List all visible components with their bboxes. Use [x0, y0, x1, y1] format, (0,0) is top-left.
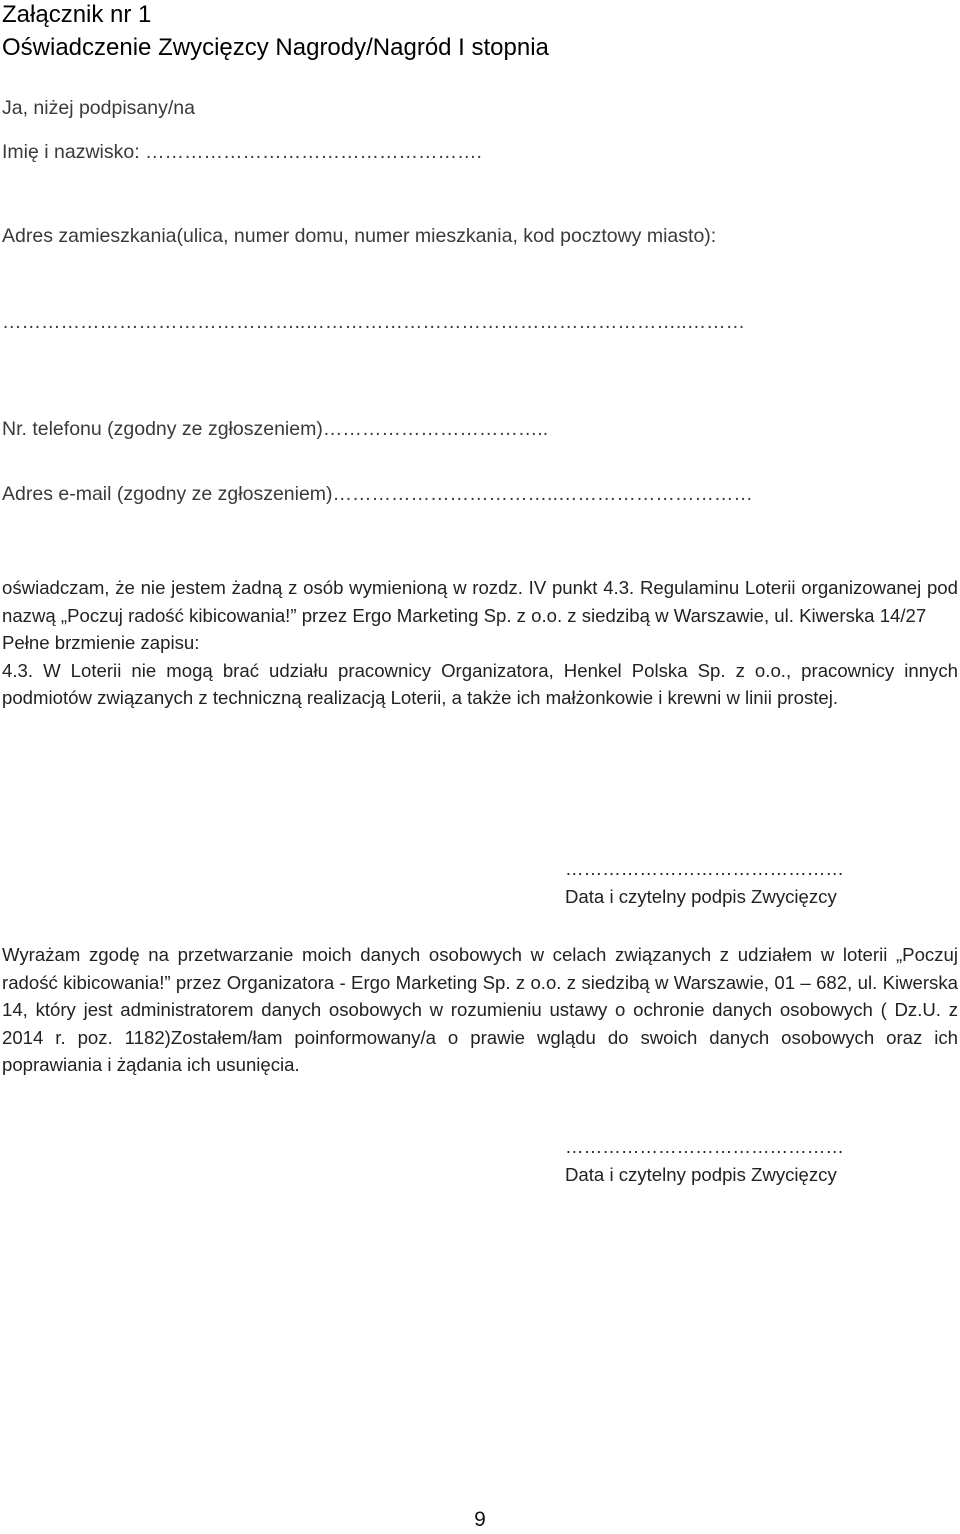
- name-field-line: Imię i nazwisko: …………………………………………….: [2, 141, 482, 163]
- consent-block: [2, 941, 958, 1079]
- address-field-label: Adres zamieszkania(ulica, numer domu, numer mieszkania, kod pocztowy miasto):: [2, 225, 717, 247]
- consent-text: Wyrażam zgodę na przetwarzanie moich danych osobowych w celach związanych z udziałem w loterii „Poczuj radość kibicowania!” przez Organizatora - Ergo Marketing Sp. z o.o. z siedzibą w Warszawie, 01 – 682, ul. Kiwerska 14, który jest administratorem danych osobowych w rozumieniu ustawy o ochronie danych osobowych ( Dz.U. z 2014 r. poz. 1182)Zostałem/łam poinformowany/a o prawie wglądu do swoich danych osobowych oraz ich poprawiania i żądania ich usunięcia.: [2, 944, 958, 1075]
- signature-label-1: Data i czytelny podpis Zwycięzcy: [565, 886, 837, 907]
- clause-text: 4.3. W Loterii nie mogą brać udziału pracownicy Organizatora, Henkel Polska Sp. z o.o., pracownicy innych podmiotów związanych z techniczną realizacją Loterii, a także ich małżonkowie i krewni w linii prostej.: [2, 659, 958, 708]
- declaration-block: [2, 574, 958, 712]
- document-title: Oświadczenie Zwycięzcy Nagrody/Nagród I stopnia: [2, 34, 549, 61]
- signature-dots-2: ………………………………………: [565, 1136, 844, 1157]
- signature-dots-1: ………………………………………: [565, 858, 844, 879]
- phone-field-line: Nr. telefonu (zgodny ze zgłoszeniem)……………………………..: [2, 418, 549, 440]
- email-field-line: Adres e-mail (zgodny ze zgłoszeniem)……………………………..…………………………: [2, 483, 753, 505]
- full-text-label: Pełne brzmienie zapisu:: [2, 632, 200, 653]
- undersigned-label: Ja, niżej podpisany/na: [2, 97, 195, 119]
- annex-heading: Załącznik nr 1: [2, 1, 152, 28]
- page-number: 9: [474, 1508, 486, 1531]
- signature-label-2: Data i czytelny podpis Zwycięzcy: [565, 1164, 837, 1185]
- declaration-text: oświadczam, że nie jestem żadną z osób wymienioną w rozdz. IV punkt 4.3. Regulaminu Loterii organizowanej pod nazwą „Poczuj radość kibicowania!” przez Ergo Marketing Sp. z o.o. z siedzibą w Warszawie, ul. Kiwerska 14/27: [2, 577, 958, 626]
- address-field-line: ………………………………………..…………………………………………………..………: [2, 311, 746, 333]
